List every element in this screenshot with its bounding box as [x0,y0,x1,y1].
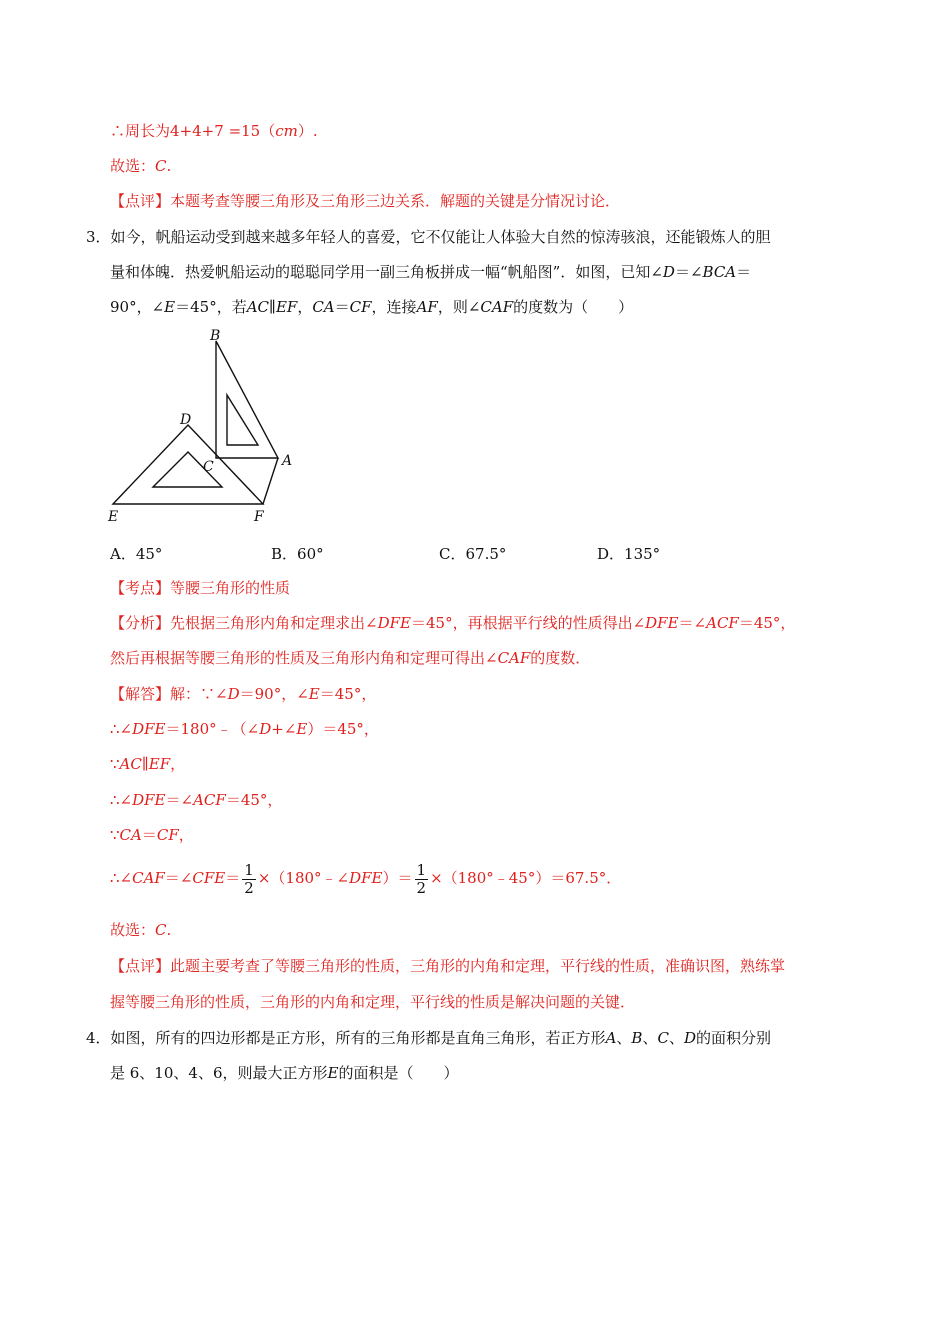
triangle-bca [216,341,278,458]
label-f: F [254,509,264,525]
label-d: D [180,412,192,428]
jieda-line-5: ∵CA＝CF， [110,826,194,844]
triangle-def [113,425,263,504]
choice-line-2: 故选：C. [110,921,172,939]
jieda-line-2: ∴∠DFE＝180°﹣（∠D+∠E）＝45°， [110,720,379,738]
sailboat-figure [100,325,300,530]
perimeter-line: ∴周长为4+4+7 =15（cm）. [110,122,318,140]
kaodian-line: 【考点】等腰三角形的性质 [110,579,291,597]
choice-line-1: 故选：C. [110,157,172,175]
option-c: C．67.5° [439,545,507,563]
label-b: B [210,328,221,344]
fenxi-line-2: 然后再根据等腰三角形的性质及三角形内角和定理可得出∠CAF的度数． [110,649,591,667]
label-c: C [203,459,214,475]
fraction-half-1: $\frac{1}{2}$ [244,860,254,897]
fenxi-line-1: 【分析】先根据三角形内角和定理求出∠DFE＝45°，再根据平行线的性质得出∠DFE＝∠ACF＝45°， [110,614,796,632]
option-b: B．60° [271,545,324,563]
jieda-line-4: ∴∠DFE＝∠ACF＝45°， [110,791,283,809]
jieda-line-1: 【解答】解：∵∠D＝90°，∠E＝45°， [110,685,377,703]
option-a: A．45° [110,545,163,563]
comment-line-1: 【点评】本题考查等腰三角形及三角形三边关系．解题的关键是分情况讨论． [110,192,621,210]
option-d: D．135° [597,545,661,563]
inner-triangle-bca [227,395,258,445]
q3-stem-line-1: 3．如今，帆船运动受到越来越多年轻人的喜爱，它不仅能让人体验大自然的惊涛骇浪，还能锻炼人的胆 [86,228,771,246]
comment-line-2b: 握等腰三角形的性质，三角形的内角和定理，平行线的性质是解决问题的关键． [110,993,636,1011]
label-a: A [282,453,293,469]
jieda-line-3: ∵AC∥EF， [110,755,186,773]
comment-line-2a: 【点评】此题主要考查了等腰三角形的性质，三角形的内角和定理，平行线的性质，准确识图，熟练掌 [110,957,786,975]
q4-stem-line-2: 是 6、10、4、6，则最大正方形E的面积是（ ） [110,1064,459,1082]
q3-stem-line-2: 量和体魄．热爱帆船运动的聪聪同学用一副三角板拼成一幅“帆船图”．如图，已知∠D＝∠BCA＝ [110,263,752,281]
q4-stem-line-1: 4．如图，所有的四边形都是正方形，所有的三角形都是直角三角形，若正方形A、B、C、D的面积分别 [86,1029,772,1047]
label-e: E [108,509,119,525]
jieda-line-6: ∴∠CAF＝∠CFE＝ $\frac{1}{2}$ ×（180°﹣∠DFE）＝ $\frac{1}{2}$ ×（180°﹣45°）＝67.5°． [110,860,622,897]
fraction-half-2: $\frac{1}{2}$ [416,860,427,897]
segment-af [263,458,278,504]
q3-stem-line-3: 90°，∠E＝45°，若AC∥EF，CA＝CF，连接AF，则∠CAF的度数为（ ） [110,298,634,316]
